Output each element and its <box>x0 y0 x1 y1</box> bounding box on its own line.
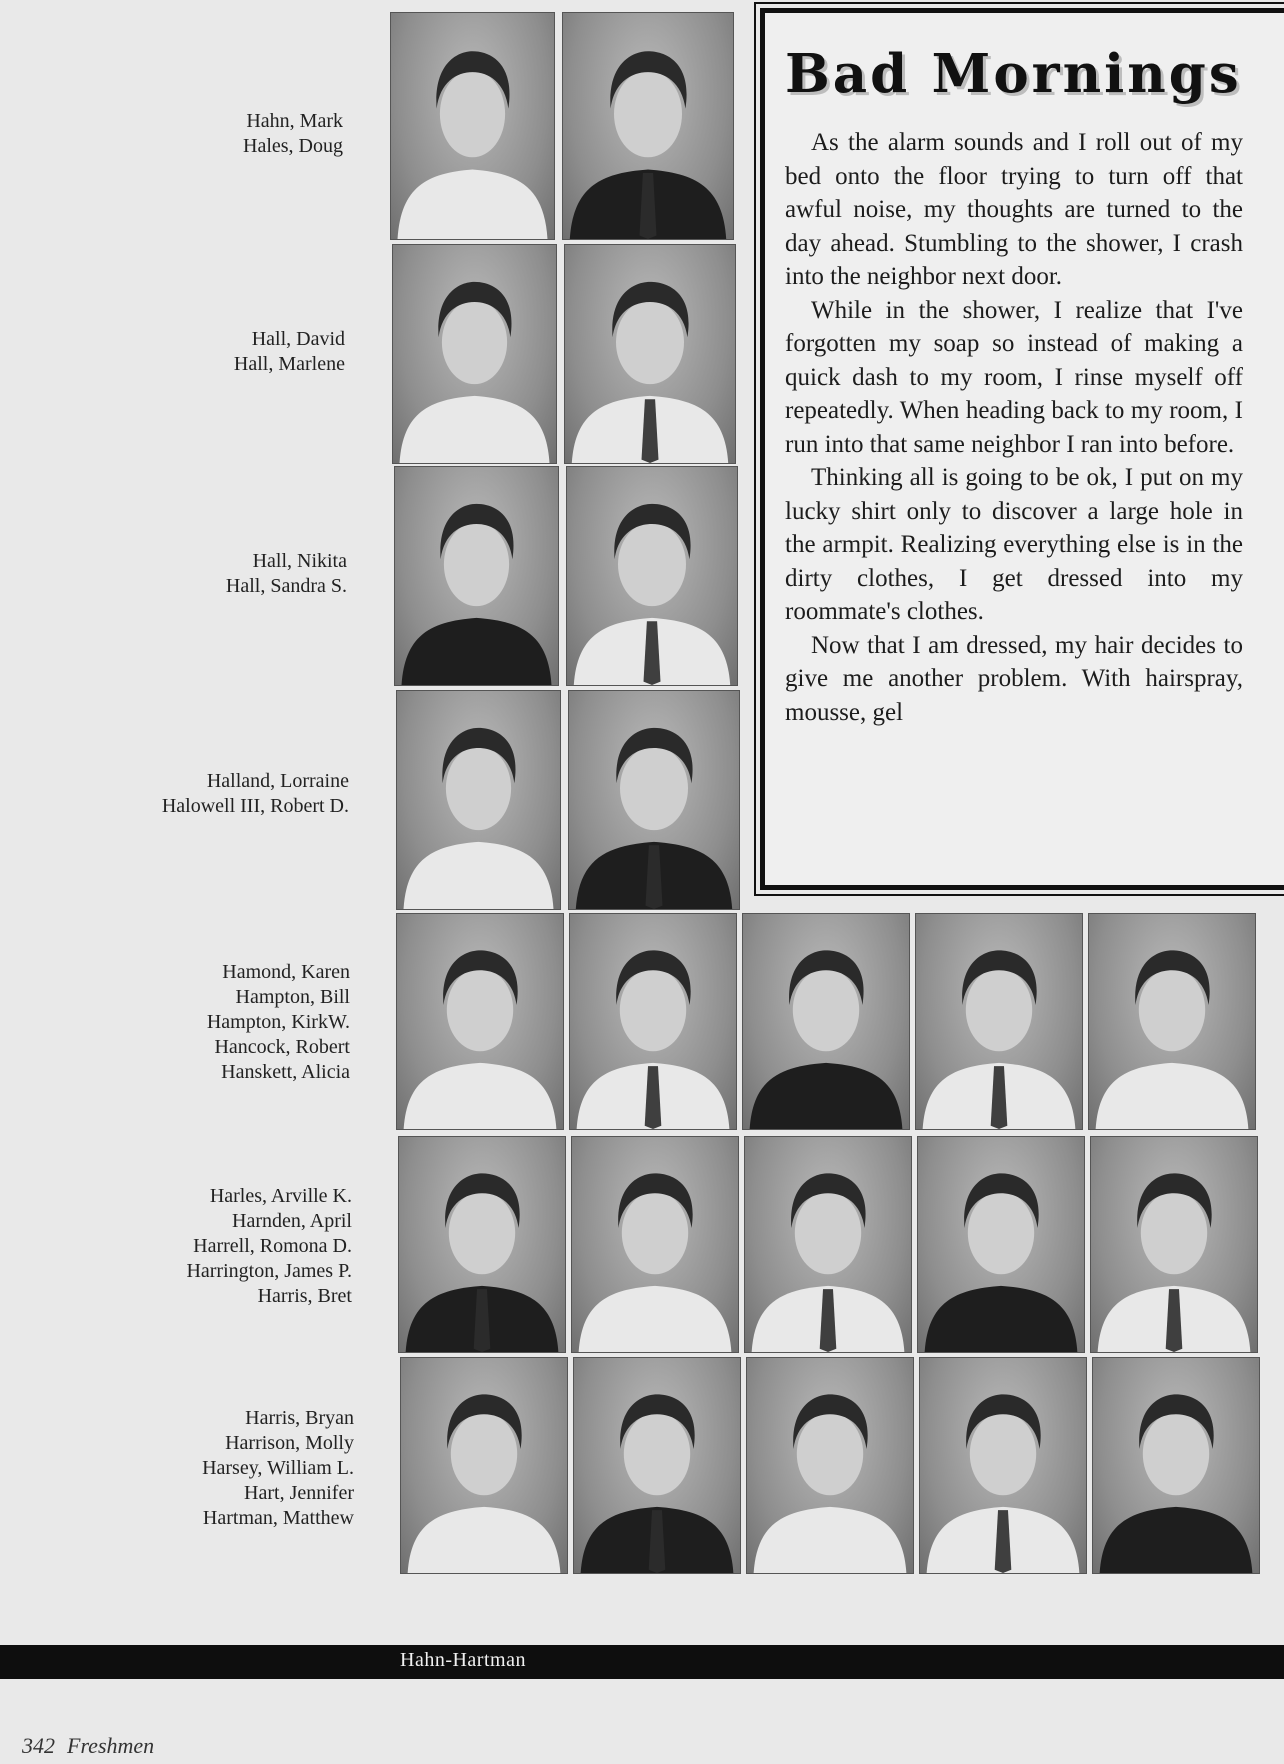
names-row-1 <box>243 109 343 159</box>
student-portrait <box>564 244 736 464</box>
story-title: Bad Mornings <box>785 43 1242 105</box>
names-row-3 <box>226 549 347 599</box>
student-name: Hall, Sandra S. <box>225 575 347 597</box>
student-name: Halowell III, Robert D. <box>161 795 349 817</box>
story-body <box>785 126 1243 729</box>
student-name: Hamond, Karen <box>222 961 350 983</box>
student-portrait <box>390 12 555 240</box>
student-portrait <box>746 1357 914 1574</box>
student-portrait <box>1090 1136 1258 1353</box>
student-portrait <box>394 466 559 686</box>
student-name: Harles, Arville K. <box>209 1185 352 1207</box>
student-portrait <box>562 12 734 240</box>
page-number: 342 <box>22 1733 55 1758</box>
story-paragraph: While in the shower, I realize that I've forgotten my soap so instead of making a quick dash to my room, I rinse myself off repeatedly. When heading back to my room, I run into that same neighbor I ran into before. <box>785 296 1243 458</box>
student-portrait <box>742 913 910 1130</box>
student-name: Harnden, April <box>232 1210 352 1232</box>
names-row-7 <box>202 1406 354 1531</box>
student-name: Hart, Jennifer <box>244 1482 354 1504</box>
student-name: Harris, Bret <box>257 1285 352 1307</box>
student-portrait <box>392 244 557 464</box>
student-portrait <box>396 690 561 910</box>
student-name: Harrell, Romona D. <box>193 1235 352 1257</box>
student-name: Hartman, Matthew <box>202 1507 354 1529</box>
student-portrait <box>915 913 1083 1130</box>
student-portrait <box>566 466 738 686</box>
story-box <box>760 8 1284 890</box>
story-paragraph: As the alarm sounds and I roll out of my bed onto the floor trying to turn off that awful noise, my thoughts are turned to the day ahead. Stumbling to the shower, I crash into the neighbor next door. <box>785 129 1243 290</box>
student-name: Harrington, James P. <box>186 1260 352 1282</box>
student-name: Hall, Nikita <box>252 550 347 572</box>
names-row-6 <box>186 1184 352 1309</box>
footer-name-range: Hahn-Hartman <box>400 1649 526 1671</box>
student-name: Hanskett, Alicia <box>221 1061 350 1083</box>
footer-bar <box>0 1645 1284 1679</box>
student-portrait <box>919 1357 1087 1574</box>
student-name: Hampton, Bill <box>235 986 350 1008</box>
student-portrait <box>569 913 737 1130</box>
student-name: Halland, Lorraine <box>206 770 349 792</box>
page-folio <box>22 1733 154 1759</box>
student-portrait <box>398 1136 566 1353</box>
student-name: Hahn, Mark <box>246 110 343 132</box>
student-name: Hampton, KirkW. <box>206 1011 350 1033</box>
student-portrait <box>917 1136 1085 1353</box>
story-paragraph: Now that I am dressed, my hair decides to give me another problem. With hairspray, mousse, gel <box>785 631 1243 726</box>
student-name: Hall, Marlene <box>233 353 345 375</box>
section-name: Freshmen <box>67 1733 155 1758</box>
student-name: Hancock, Robert <box>214 1036 350 1058</box>
student-name: Hall, David <box>251 328 345 350</box>
names-row-2 <box>234 327 345 377</box>
student-portrait <box>571 1136 739 1353</box>
student-portrait <box>396 913 564 1130</box>
student-name: Harsey, William L. <box>202 1457 354 1479</box>
student-name: Harrison, Molly <box>225 1432 354 1454</box>
student-portrait <box>1092 1357 1260 1574</box>
story-paragraph: Thinking all is going to be ok, I put on my lucky shirt only to discover a large hole in the armpit. Realizing everything else is in the dirty clothes, I get dressed into my roommate's clothes. <box>785 464 1243 625</box>
names-row-5 <box>207 960 350 1085</box>
student-portrait <box>568 690 740 910</box>
student-portrait <box>744 1136 912 1353</box>
student-name: Harris, Bryan <box>245 1407 354 1429</box>
student-portrait <box>573 1357 741 1574</box>
names-row-4 <box>162 769 349 819</box>
student-portrait <box>400 1357 568 1574</box>
student-name: Hales, Doug <box>243 135 343 157</box>
student-portrait <box>1088 913 1256 1130</box>
